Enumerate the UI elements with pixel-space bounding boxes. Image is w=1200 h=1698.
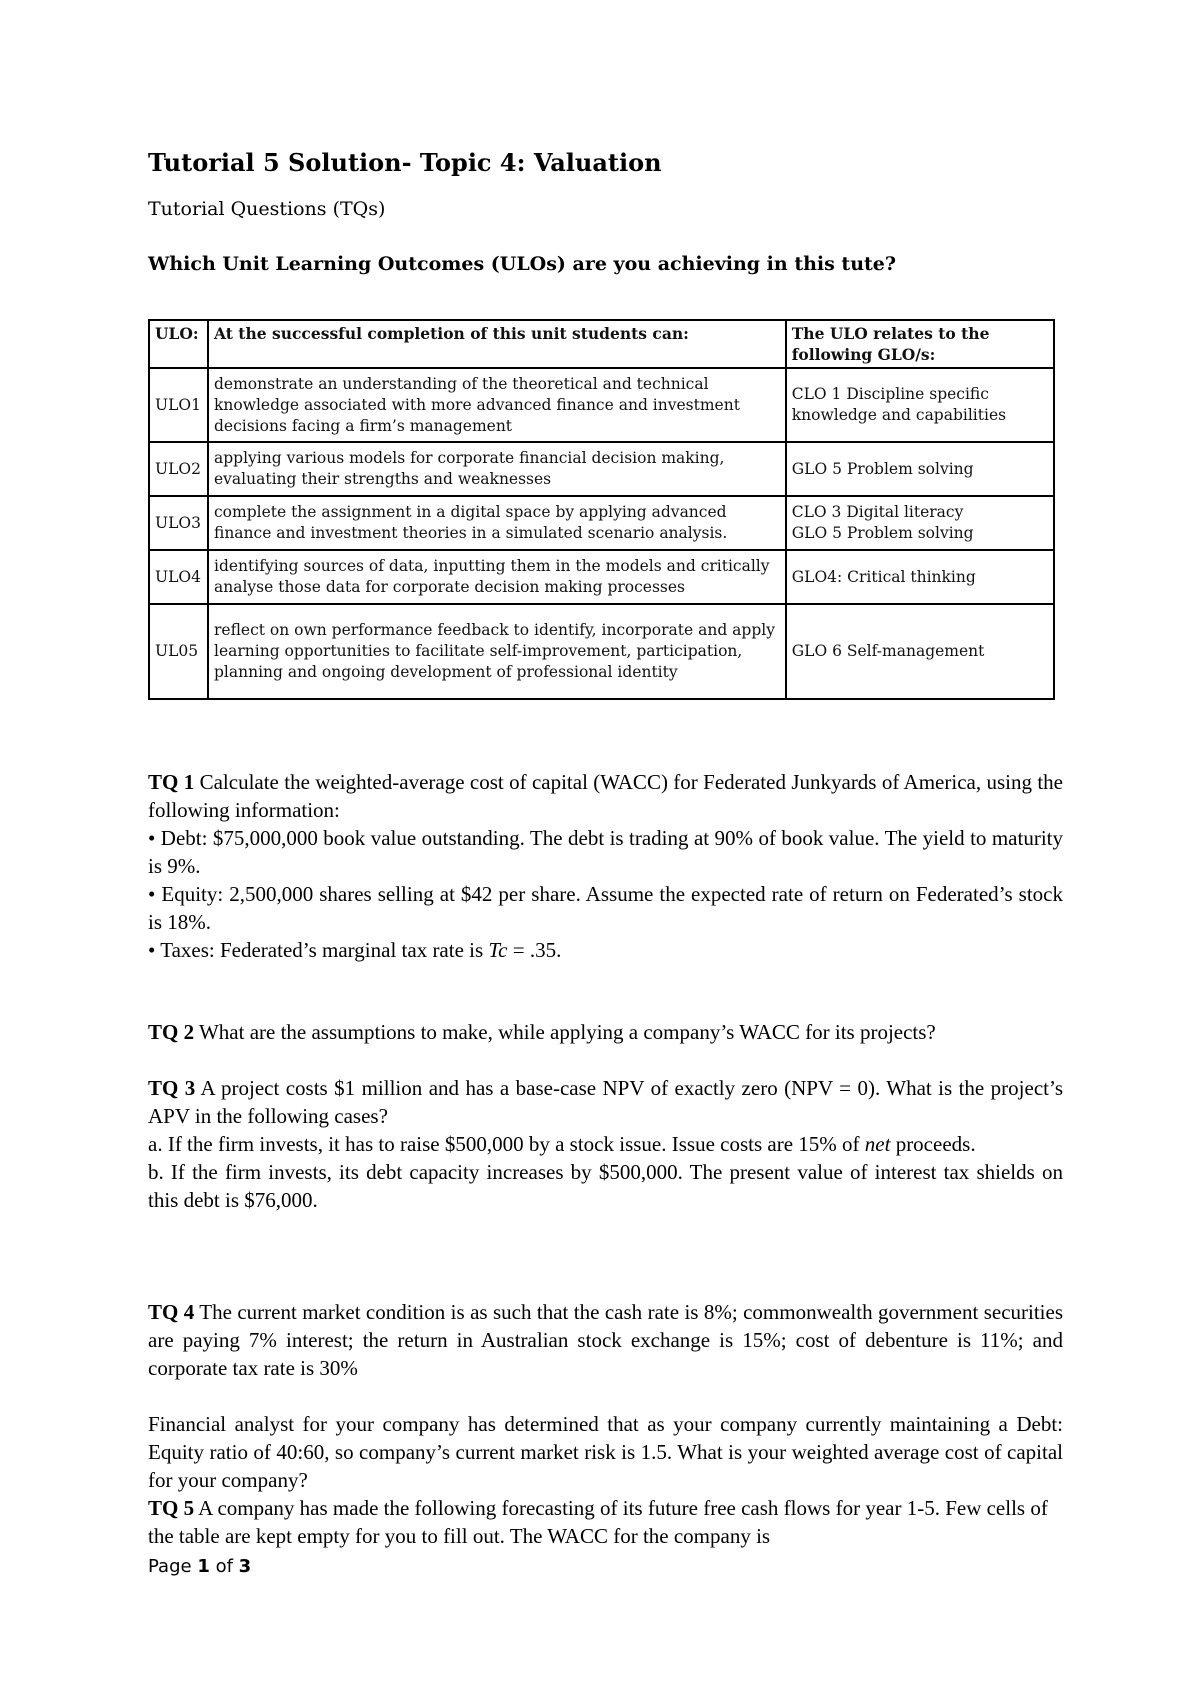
- tq4-text: TQ 4 The current market condition is as such that the cash rate is 8%; commonwealth government securities are paying 7% interest; the return in Australian stock exchange is 15%; cost of debenture is 11%; and corporate tax rate is 30%: [148, 1300, 1063, 1380]
- description-header: At the successful completion of this unit students can:: [208, 320, 786, 368]
- glo-header: The ULO relates to the following GLO/s:: [786, 320, 1054, 368]
- table-row: [149, 442, 1054, 496]
- tq3-part-a: a. If the firm invests, it has to raise $500,000 by a stock issue. Issue costs are 15% of net proceeds.: [148, 1132, 976, 1156]
- ulo-header: ULO:: [149, 320, 208, 368]
- ulo-glo: CLO 1 Discipline specific knowledge and capabilities: [786, 368, 1054, 442]
- table-row: [149, 368, 1054, 442]
- tq3-section: [148, 1074, 1063, 1214]
- ulo-code: ULO2: [149, 442, 208, 496]
- current-page-number: 1: [197, 1556, 210, 1577]
- tq5-text: TQ 5 A company has made the following forecasting of its future free cash flows for year 1-5. Few cells of the table are kept empty for you to fill out. The WACC for the company is: [148, 1496, 1048, 1548]
- tq4-label: TQ 4: [148, 1300, 195, 1324]
- tax-rate-variable: Tc: [488, 938, 508, 962]
- ulo-description: applying various models for corporate financial decision making, evaluating their strengths and weaknesses: [208, 442, 786, 496]
- ulo-glo: GLO4: Critical thinking: [786, 550, 1054, 604]
- total-page-count: 3: [238, 1556, 252, 1577]
- ulo-code: ULO4: [149, 550, 208, 604]
- tq1-bullet-taxes: • Taxes: Federated’s marginal tax rate is Tc = .35.: [148, 938, 562, 962]
- ulo-table-header-row: [149, 320, 1054, 368]
- tq4-paragraph-2: Financial analyst for your company has determined that as your company currently maintaining a Debt: Equity ratio of 40:60, so company’s current market risk is 1.5. What is your weighted average cost of capital for your company?: [148, 1412, 1063, 1492]
- ulo-question: Which Unit Learning Outcomes (ULOs) are you achieving in this tute?: [148, 253, 897, 275]
- ulo-glo: GLO 5 Problem solving: [786, 442, 1054, 496]
- ulo-table: [148, 319, 1055, 700]
- ulo-description: complete the assignment in a digital space by applying advanced finance and investment theories in a simulated scenario analysis.: [208, 496, 786, 550]
- tq5-label: TQ 5: [148, 1496, 195, 1520]
- ulo-glo: CLO 3 Digital literacy GLO 5 Problem solving: [786, 496, 1054, 550]
- table-row: [149, 604, 1054, 699]
- tq2-text: TQ 2 What are the assumptions to make, while applying a company’s WACC for its projects?: [148, 1020, 936, 1044]
- tq3-text: TQ 3 A project costs $1 million and has a base-case NPV of exactly zero (NPV = 0). What is the project’s APV in the following cases?: [148, 1076, 1063, 1128]
- tq2-section: [148, 1018, 1063, 1046]
- tq1-text: Calculate the weighted-average cost of capital (WACC) for Federated Junkyards of America, using the following information:: [148, 770, 1063, 822]
- tq3-label: TQ 3: [148, 1076, 196, 1100]
- tq3-part-b: b. If the firm invests, its debt capacity increases by $500,000. The present value of interest tax shields on this debt is $76,000.: [148, 1160, 1063, 1212]
- ulo-code: UL05: [149, 604, 208, 699]
- tq1-section: [148, 768, 1063, 964]
- tq4-section: [148, 1298, 1063, 1494]
- ulo-description: identifying sources of data, inputting them in the models and critically analyse those data for corporate decision making processes: [208, 550, 786, 604]
- tq1-bullet-debt: • Debt: $75,000,000 book value outstanding. The debt is trading at 90% of book value. The yield to maturity is 9%.: [148, 826, 1063, 878]
- tq1-intro: [148, 768, 1063, 824]
- page-footer: Page 1 of 3: [148, 1556, 252, 1577]
- page-title: Tutorial 5 Solution- Topic 4: Valuation: [148, 148, 662, 177]
- ulo-code: ULO1: [149, 368, 208, 442]
- tq1-bullet-equity: • Equity: 2,500,000 shares selling at $42 per share. Assume the expected rate of return on Federated’s stock is 18%.: [148, 882, 1063, 934]
- page-subtitle: Tutorial Questions (TQs): [148, 198, 386, 220]
- table-row: [149, 496, 1054, 550]
- ulo-description: demonstrate an understanding of the theoretical and technical knowledge associated with more advanced finance and investment decisions facing a firm’s management: [208, 368, 786, 442]
- tq5-section: [148, 1494, 1063, 1550]
- tq1-label: TQ 1: [148, 770, 195, 794]
- ulo-description: reflect on own performance feedback to identify, incorporate and apply learning opportunities to facilitate self-improvement, participation, planning and ongoing development of professional identity: [208, 604, 786, 699]
- tq2-label: TQ 2: [148, 1020, 195, 1044]
- ulo-glo: GLO 6 Self-management: [786, 604, 1054, 699]
- table-row: [149, 550, 1054, 604]
- ulo-code: ULO3: [149, 496, 208, 550]
